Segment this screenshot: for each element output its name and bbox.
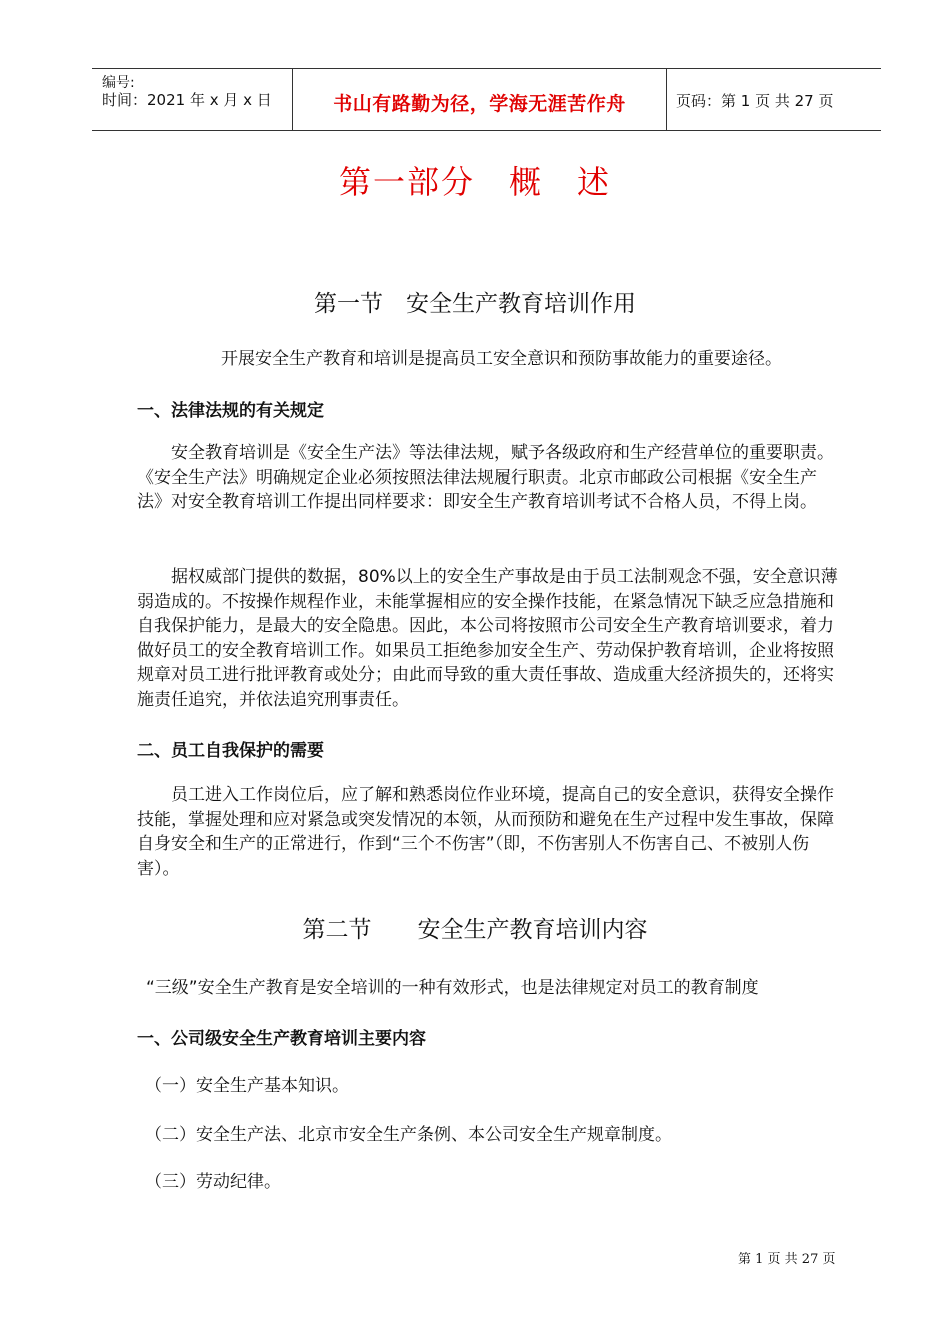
header-page-cell xyxy=(666,69,881,130)
page-footer: 第 1 页 共 27 页 xyxy=(738,1252,836,1267)
section-1-heading-1: 一、法律法规的有关规定 xyxy=(137,401,324,421)
section-2-heading-1: 一、公司级安全生产教育培训主要内容 xyxy=(137,1029,426,1049)
list-item: （一）安全生产基本知识。 xyxy=(145,1076,349,1096)
document-header xyxy=(92,68,881,131)
section-1-intro: 开展安全生产教育和培训是提高员工安全意识和预防事故能力的重要途径。 xyxy=(221,349,782,369)
header-motto-cell xyxy=(292,69,667,130)
document-number: 编号: xyxy=(102,75,135,91)
section-1-title: 第一节 安全生产教育培训作用 xyxy=(314,291,636,317)
section-1-paragraph-3: 员工进入工作岗位后，应了解和熟悉岗位作业环境，提高自己的安全意识，获得安全操作技能，掌握处理和应对紧急或突发情况的本领，从而预防和避免在生产过程中发生事故，保障自身安全和生产的正常进行，作到“三个不伤害”（即，不伤害别人不伤害自己、不被别人伤害）。 xyxy=(137,785,834,879)
header-left-cell xyxy=(92,69,292,130)
part-title: 第一部分 概 述 xyxy=(338,163,611,201)
list-item: （三）劳动纪律。 xyxy=(145,1172,281,1192)
section-1-paragraph-2: 据权威部门提供的数据，80%以上的安全生产事故是由于员工法制观念不强，安全意识薄弱造成的。不按操作规程作业，未能掌握相应的安全操作技能，在紧急情况下缺乏应急措施和自我保护能力，是最大的安全隐患。因此，本公司将按照市公司安全生产教育培训要求，着力做好员工的安全教育培训工作。如果员工拒绝参加安全生产、劳动保护教育培训，企业将按照规章对员工进行批评教育或处分；由此而导致的重大责任事故、造成重大经济损失的，还将实施责任追究，并依法追究刑事责任。 xyxy=(137,567,838,710)
document-time: 时间：2021 年 x 月 x 日 xyxy=(102,91,272,109)
section-1-paragraph-1: 安全教育培训是《安全生产法》等法律法规，赋予各级政府和生产经营单位的重要职责。《安全生产法》明确规定企业必须按照法律法规履行职责。北京市邮政公司根据《安全生产法》对安全教育培训工作提出同样要求：即安全生产教育培训考试不合格人员，不得上岗。 xyxy=(137,443,834,512)
header-page-code: 页码：第 1 页 共 27 页 xyxy=(676,92,834,110)
section-2-intro: “三级”安全生产教育是安全培训的一种有效形式，也是法律规定对员工的教育制度 xyxy=(146,978,759,998)
section-1-heading-2: 二、员工自我保护的需要 xyxy=(137,741,324,761)
header-motto: 书山有路勤为径，学海无涯苦作舟 xyxy=(333,93,626,115)
section-2-title: 第二节 安全生产教育培训内容 xyxy=(302,917,648,943)
list-item: （二）安全生产法、北京市安全生产条例、本公司安全生产规章制度。 xyxy=(145,1125,672,1145)
